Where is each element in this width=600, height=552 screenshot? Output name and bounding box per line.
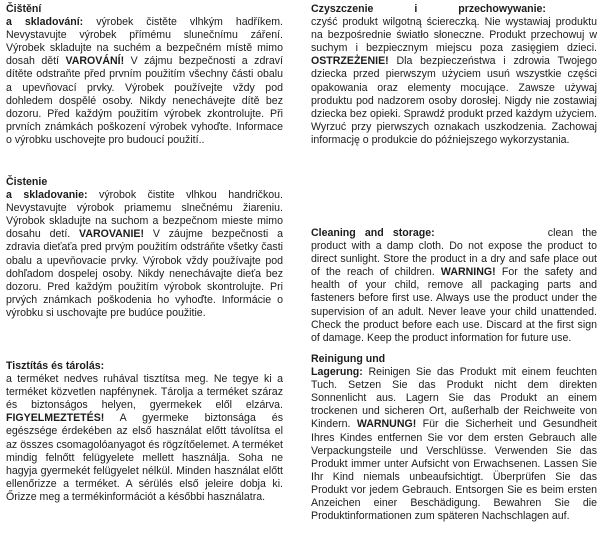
section-subheading: Lagerung: xyxy=(311,366,363,379)
warning-label: WARNUNG! xyxy=(356,418,417,431)
section-body xyxy=(6,16,283,147)
section-heading: Cleaning and storage: xyxy=(311,227,435,239)
warning-label: OSTRZEŻENIE! xyxy=(311,55,389,68)
section-hungarian xyxy=(6,360,283,504)
section-heading: Čistenie xyxy=(6,176,48,188)
body-text-2: V zájmu bezpečnosti a zdraví dítěte odstraňte před prvním použitím všechny části obalu a upevňovací prvky. Výrobek používejte vždy pod dohledem dospělé osoby. Nikdy nenechávejte dítě bez dozoru. Před každým použitím výrobek zkontrolujte. Při prvních známkách poškození výrobek vyhoďte. Informace o výrobku uschovejte pro budoucí použití.. xyxy=(6,55,283,146)
warning-label: WARNING! xyxy=(440,266,496,279)
body-text-2: Dla bezpieczeństwa i zdrowia Twojego dziecka przed pierwszym użyciem usuń wszystkie części opakowania oraz elementy mocujące. Zawsze używaj produktu pod nadzorem osoby dorosłej. Nigdy nie zostawiaj dziecka bez opieki. Sprawdź produkt przed każdym użyciem. Wyrzuć przy pierwszych oznakach uszkodzenia. Zachowaj informację o produkcie do późniejszego wykorzystania. xyxy=(311,55,597,146)
body-text-2: Für die Sicherheit und Gesundheit Ihres Kindes entfernen Sie vor dem ersten Gebrauch alle Verpackungsteile und Verschlüsse. Verwenden Sie das Produkt immer unter Aufsicht von Erwachsenen. Lassen Sie Ihr Kind niemals unbeaufsichtigt. Überprüfen Sie das Produkt vor jedem Gebrauch. Entsorgen Sie es beim ersten Anzeichen einer Beschädigung. Bewahren Sie die Produktinformationen zum späteren Nachschlagen auf. xyxy=(311,418,597,523)
section-body xyxy=(6,373,283,504)
section-body xyxy=(311,227,597,345)
body-text-2: A gyermeke biztonsága és egészsége érdekében az első használat előtt távolítsa el az összes csomagolóanyagot és rögzítőelemet. A terméket mindig felnőtt felügyelete mellett használja. Soha ne hagyja gyermekét felügyelet nélkül. Minden használat előtt ellenőrizze a terméket. A sérülés első jeleire dobja ki. Őrizze meg a termékinformációt a későbbi használatra. xyxy=(6,412,283,503)
section-body xyxy=(311,366,597,523)
section-heading: Čištění xyxy=(6,3,42,15)
section-slovak xyxy=(6,176,283,320)
section-heading: Czyszczenie i przechowywanie: xyxy=(311,3,546,15)
section-subheading: a skladovanie: xyxy=(6,189,88,202)
body-text-1: a terméket nedves ruhával tisztítsa meg. Ne tegye ki a terméket közvetlen napfénynek. Tárolja a terméket száraz és biztonságos helyen, gyermekek elől elzárva. xyxy=(6,373,283,412)
body-text-2: V záujme bezpečnosti a zdravia dieťaťa pred prvým použitím odstráňte všetky časti obalu a upevňovacie prvky. Výrobok vždy používajte pod dohľadom dospelej osoby. Nikdy nenechávajte dieťa bez dozoru. Pred každým použitím výrobok skontrolujte. Pri prvých známkach poškodenia ho vyhoďte. Informácie o výrobku si uschovajte pre budúce použitie. xyxy=(6,228,283,319)
warning-label: VAROVANIE! xyxy=(79,228,144,241)
body-text-1: clean the product with a damp cloth. Do not expose the product to direct sunlight. Store the product in a dry and safe place out of the reach of children. xyxy=(311,227,597,279)
section-body xyxy=(6,189,283,320)
body-text-1: czyść produkt wilgotną ściereczką. Nie wystawiaj produktu na bezpośrednie światło słoneczne. Produkt przechowuj w suchym i bezpiecznym miejscu poza zasięgiem dzieci. xyxy=(311,16,597,55)
body-text-1: Reinigen Sie das Produkt mit einem feuchten Tuch. Setzen Sie das Produkt nicht dem direkten Sonnenlicht aus. Lagern Sie das Produkt an einem trockenen und sicheren Ort, außerhalb der Reichweite von Kindern. xyxy=(311,366,597,431)
section-german xyxy=(311,353,597,523)
body-text-1: výrobek čistěte vlhkým hadříkem. Nevystavujte výrobek přímému slunečnímu záření. Výrobek skladujte na suchém a bezpečném místě mimo dosah dětí xyxy=(6,16,283,68)
section-heading: Reinigung und xyxy=(311,353,386,365)
section-heading: Tisztítás és tárolás: xyxy=(6,360,105,372)
body-text-2: For the safety and health of your child, remove all packaging parts and fasteners before first use. Always use the product under the supervision of an adult. Never leave your child unattended. Check the product before each use. Discard at the first sign of damage. Keep the product information for future use. xyxy=(311,266,597,344)
section-english xyxy=(311,227,597,345)
warning-label: FIGYELMEZTETÉS! xyxy=(6,412,105,425)
body-text-1: výrobok čistite vlhkou handričkou. Nevystavujte výrobok priamemu slnečnému žiareniu. Výrobok skladujte na suchom a bezpečnom mieste mimo dosahu detí. xyxy=(6,189,283,241)
warning-label: VAROVÁNÍ! xyxy=(65,55,125,68)
section-polish xyxy=(311,3,597,147)
section-subheading: a skladování: xyxy=(6,16,84,29)
section-czech xyxy=(6,3,283,147)
section-body xyxy=(311,16,597,147)
